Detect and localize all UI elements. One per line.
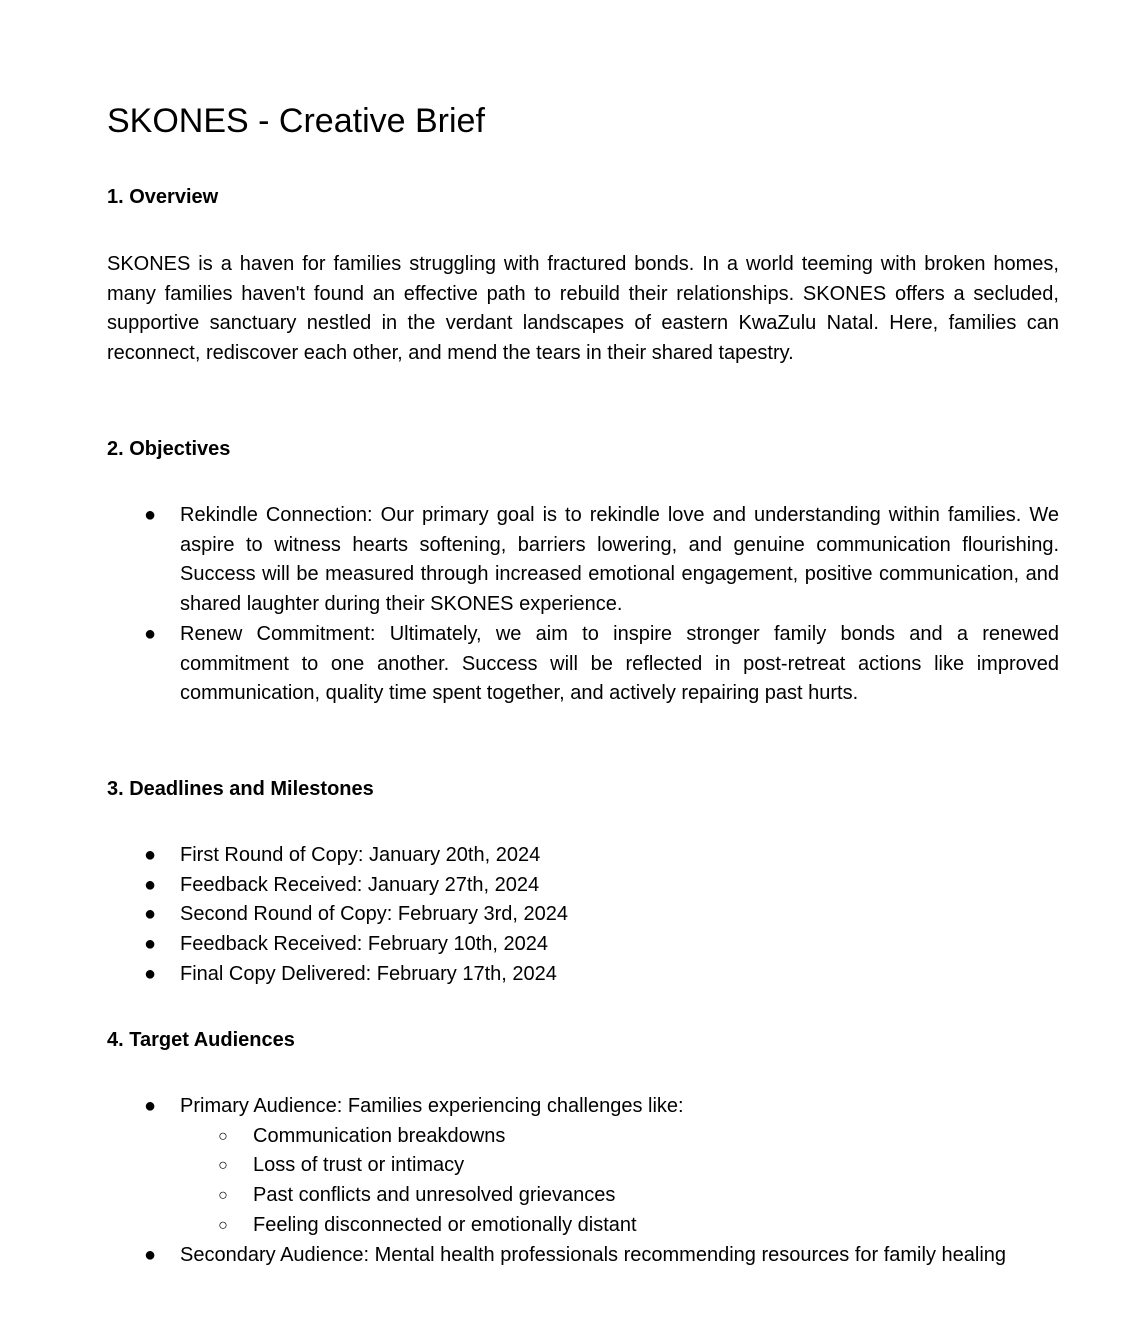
- challenge-text: Communication breakdowns: [253, 1124, 506, 1147]
- bullet-icon: ●: [143, 933, 157, 956]
- section-heading-audiences: 4. Target Audiences: [107, 1029, 295, 1051]
- bullet-icon: ●: [143, 962, 157, 985]
- sub-list-item: [180, 1122, 1059, 1152]
- bullet-icon: ●: [143, 873, 157, 896]
- milestone-text: Final Copy Delivered: February 17th, 2024: [180, 962, 557, 985]
- deadlines-list: [107, 841, 1059, 990]
- milestone-text: Second Round of Copy: February 3rd, 2024: [180, 903, 569, 926]
- document-title: SKONES - Creative Brief: [107, 102, 485, 140]
- hollow-bullet-icon: ○: [218, 1127, 228, 1145]
- sub-list-item: [180, 1211, 1059, 1241]
- primary-audience-text: Primary Audience: Families experiencing challenges like:: [180, 1095, 684, 1117]
- list-item: [107, 960, 1059, 990]
- sub-list-item: [180, 1181, 1059, 1211]
- bullet-icon: ●: [143, 1095, 157, 1117]
- audiences-list: [107, 1092, 1059, 1270]
- hollow-bullet-icon: ○: [218, 1216, 228, 1234]
- list-item: [107, 1241, 1059, 1271]
- section-heading-deadlines: 3. Deadlines and Milestones: [107, 778, 374, 800]
- bullet-icon: ●: [143, 1243, 157, 1266]
- milestone-text: Feedback Received: January 27th, 2024: [180, 873, 540, 896]
- overview-paragraph: SKONES is a haven for families struggling with fractured bonds. In a world teeming with broken homes, many families haven't found an effective path to rebuild their relationships. SKONES offers a secluded, supportive sanctuary nestled in the verdant landscapes of eastern KwaZulu Natal. Here, families can reconnect, rediscover each other, and mend the tears in their shared tapestry.: [107, 253, 1059, 365]
- bullet-icon: ●: [143, 903, 157, 926]
- objective-text: Renew Commitment: Ultimately, we aim to inspire stronger family bonds and a renewed commitment to one another. Success will be reflected in post-retreat actions like improved communication, quality time spent together, and actively repairing past hurts.: [180, 622, 1059, 705]
- section-heading-objectives: 2. Objectives: [107, 438, 231, 460]
- hollow-bullet-icon: ○: [218, 1187, 228, 1205]
- hollow-bullet-icon: ○: [218, 1157, 228, 1175]
- milestone-text: Feedback Received: February 10th, 2024: [180, 933, 548, 956]
- bullet-icon: ●: [143, 844, 157, 866]
- secondary-audience-text: Secondary Audience: Mental health professionals recommending resources for family healing: [180, 1243, 1007, 1266]
- bullet-icon: ●: [143, 504, 157, 526]
- list-item: [107, 620, 1059, 709]
- primary-audience-sublist: [180, 1122, 1059, 1241]
- objectives-list: [107, 501, 1059, 709]
- bullet-icon: ●: [143, 622, 157, 645]
- list-item: [107, 930, 1059, 960]
- sub-list-item: [180, 1151, 1059, 1181]
- section-heading-overview: 1. Overview: [107, 186, 219, 208]
- list-item: [107, 871, 1059, 901]
- list-item: [107, 501, 1059, 620]
- objective-text: Rekindle Connection: Our primary goal is to rekindle love and understanding within families. We aspire to witness hearts softening, barriers lowering, and genuine communication flourishing. Success will be measured through increased emotional engagement, positive communication, and shared laughter during their SKONES experience.: [180, 504, 1059, 616]
- challenge-text: Loss of trust or intimacy: [253, 1154, 465, 1177]
- milestone-text: First Round of Copy: January 20th, 2024: [180, 844, 541, 866]
- challenge-text: Past conflicts and unresolved grievances: [253, 1184, 616, 1207]
- list-item: [107, 841, 1059, 871]
- list-item: [107, 900, 1059, 930]
- challenge-text: Feeling disconnected or emotionally distant: [253, 1213, 637, 1236]
- list-item: [107, 1092, 1059, 1241]
